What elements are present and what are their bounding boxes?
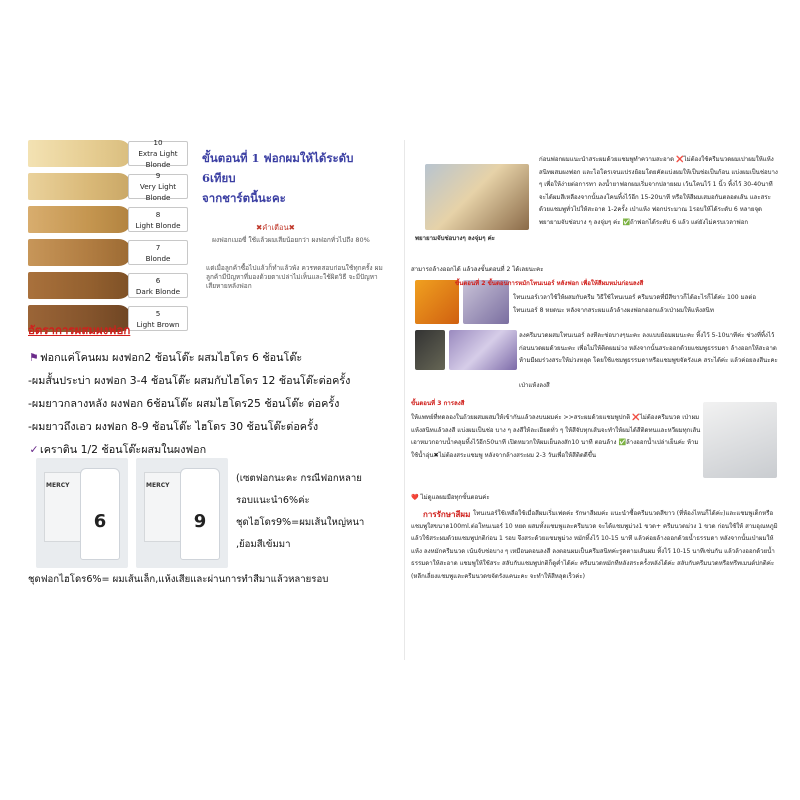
- heart-line: ❤️ ไม่ดูแลผมมือทุกขั้นตอนค่ะ: [411, 494, 490, 501]
- swatch-name: Dark Blonde: [135, 286, 181, 296]
- swatch-name: Very Light Blonde: [139, 182, 177, 202]
- swatch-label: [128, 240, 188, 265]
- right-paragraph-4: ให้แพทย์ที่ทดลองในถ้วยผสมผสมให้เข้ากันแล้วลงบนผมค่ะ >>สระผมด้วยแชมพูปกติ ❌ไม่ต้องครีมนวด เป่าผมแห้งสนิทแล้วลงสี แบ่งผมเป็นช่อ บาง ๆ ลงสีให้ละเอียดทั่ว ๆ ให้สีจับทุกเส้นจะทำให้ผมได้สีติดทนและหวีผมทุกเส้น เอาหมวกอาบน้ำคลุมทิ้งไว้อีก50นาที เปิดหมวกให้ผมเย็นลงสัก10 นาที ตอนล้าง ✅ล้างออกน้ำเปล่าเย็นค่ะ ห้ามใช้น้ำอุ่น✖ไม่ต้องสระแชมพู หลังจากล้างสระผม 2-3 วันเพื่อให้สีติดดีขึ้น: [411, 414, 701, 459]
- developer-note: [236, 468, 386, 556]
- bottle-number: 9: [193, 511, 207, 532]
- developer-note-last: ชุดฟอกไฮโดร6%= ผมเส้นเล็ก,แห้งเสียและผ่านการทำสีมาแล้วหลายรอบ: [28, 574, 329, 585]
- hair-color-chart: [28, 140, 188, 338]
- list-item: [28, 369, 388, 392]
- swatch-label: [128, 306, 188, 331]
- swatch-level: 10: [153, 140, 163, 147]
- right-paragraph-3-end: เป่าแห้งลงสี: [519, 382, 550, 389]
- swatch-name: Blonde: [145, 253, 171, 263]
- swatch-level: 6: [155, 275, 161, 285]
- mix-line-text: -ผมยาวถึงเอว ผงฟอก 8-9 ช้อนโต๊ะ ไฮโดร 30 ช้อนโต๊ะต่อครั้ง: [28, 420, 319, 433]
- right-paragraph-3: ลงครีมนวดผสมโทนเนอร์ ลงทีละช่อบางๆนะคะ ลงแบบย้อมผมนะคะ ทิ้งไว้ 5-10นาทีค่ะ ช่วงที่ทิ้งไว้ก่อนนวดผมด้วยนะคะ เพื่อไม่ให้ติดผมม่วง หลังจากนั้นสระออกด้วยแชมพูธรรมดา ล้างออกให้สะอาด ห้ามมีผมร่วงสระให้ม่วงหลุด โดยใช้แชมพูธรรมดาหรือแชมพูขจัดรังแค สระได้ค่ะ แล้วค่อยลงสีนะคะ: [519, 332, 778, 365]
- left-page: [28, 140, 388, 610]
- step2-title: ขั้นตอนที่ 2 ขั้นตอนการหมักโทนเนอร์ หลังฟอก เพื่อให้สีผมหม่นก่อนลงสี: [455, 280, 644, 287]
- mix-line-text: -ผมสั้นประบ่า ผงฟอก 3-4 ช้อนโต๊ะ ผสมกับไฮโดร 12 ช้อนโต๊ะต่อครั้ง: [28, 374, 351, 387]
- swatch-level: 7: [155, 242, 161, 252]
- hair-swatch: [28, 272, 132, 299]
- developer-note-line: (เซตฟอกนะคะ กรณีฟอกหลาย: [236, 473, 362, 484]
- step1-line1: ขั้นตอนที่ 1 ฟอกผมให้ได้ระดับ 6เทียบ: [202, 151, 354, 185]
- mix-line-text: เคราติน 1/2 ช้อนโต๊ะผสมในผงฟอก: [40, 443, 207, 456]
- swatch-label: [128, 171, 188, 202]
- product-photo: [36, 458, 128, 568]
- mix-ratio-list: [28, 346, 388, 461]
- warning-text: ผงฟอกเมอซี่ ใช้แล้วผมเสียน้อยกว่า ผงฟอกทั่วไปถึง 80%: [212, 236, 370, 244]
- list-item: [28, 346, 388, 369]
- developer-bottle-image: [80, 468, 120, 560]
- warning-text-2: แต่เมื่อลูกค้าซื้อไปแล้วก็ทำแล้วพัง ควรทดสอบก่อนใช้ทุกครั้ง ผมลูกค้ามีปัญหาที่มองด้วยตาเปล่าไม่เห็นและใช้ผิดวิธี จะมีปัญหาเสียหายหลังฟอก: [206, 264, 383, 290]
- swatch-level: 9: [155, 171, 161, 180]
- swatch-row: [28, 272, 188, 299]
- swatch-label: [128, 140, 188, 169]
- swatch-row: [28, 239, 188, 266]
- product-photos: [36, 458, 230, 568]
- toner-hair-photo: [449, 330, 517, 370]
- swatch-row: [28, 140, 188, 167]
- bleaching-photo: [425, 164, 529, 230]
- toner-photo: [415, 280, 459, 324]
- step1-line2: จากชาร์ตนี้นะคะ: [202, 191, 286, 205]
- brand-label: MERCY: [46, 482, 70, 489]
- hair-swatch: [28, 206, 132, 233]
- bottle-number: 6: [93, 511, 107, 532]
- check-icon: ✓: [29, 443, 39, 456]
- swatch-level: 5: [155, 308, 161, 318]
- step1-title: [202, 148, 388, 208]
- developer-note-line: ชุดไฮโดร9%=ผมเส้นใหญ่หนา: [236, 517, 365, 528]
- swatch-label: [128, 207, 188, 232]
- muzzi-color-logo: [415, 330, 445, 370]
- list-item: [28, 392, 388, 415]
- hair-swatch: [28, 140, 132, 167]
- warning-title: ✖คำเตือน✖: [256, 223, 295, 232]
- swatch-name: Light Blonde: [135, 220, 181, 230]
- product-photo: [136, 458, 228, 568]
- right-paragraph-1: ก่อนฟอกผมแนะนำสระผมด้วยแชมพูทำความสะอาด ❌ไม่ต้องใช้ครีมนวดผมเปาผมให้แห้งสนิทผสมผงฟอก และไฮโดรเจนแปรงย้อมโดยคัดแบ่งผมให้เป็นช่อเป็นก้อน แบ่งผมเป็นช่อบาง ๆ เพื่อให้ง่ายต่อการทา ลงน้ำยาฟอกผมเริ่มจากปลายผม เว้นโคนไว้ 1 นิ้ว ทิ้งไว้ 30-40นาที จะได้ผมสีเหลืองจากนั้นลงโคนทิ้งไว้อีก 15-20นาที หรือให้สีผมเสมอกันตลอดเส้น และสระด้วยแชมพูทั่วไปให้สะอาด 1-2ครั้ง เป่าแห้ง ฟอกประมาณ 1รอบให้ได้ระดับ 6 หลายจุดพยายามจับช่อบาง ๆ ลงจุ่มๆ ค่ะ ✅ถ้าฟอกได้ระดับ 6 แล้ว แต่ยังไม่ครบเวลาฟอก: [539, 156, 778, 226]
- color-product-photo: [703, 402, 777, 478]
- swatch-level: 8: [155, 209, 161, 219]
- right-paragraph-5: โทนเนอร์ใช้เหลือใช้เมื่อสีผมเริ่มเฟดค่ะ รักษาสีผมค่ะ แนะนำซื้อครีมนวดสีขาว (ที่ห้องไหนก็ได้ค่ะ)และแชมพูเด็กหรือแชมพูใสขนาด100ml.ต่อโทนเนอร์ 10 หยด ผสมทั้งแชมพูและครีมนวด จะได้แชมพูม่วง1 ขวด+ ครีมนวดม่วง 1 ขวด ก่อนใช้ให้ สามอุณหภูมิ แล้วใช้สระผมด้วยแชมพูปกติก่อน 1 รอบ จึงสระด้วยแชมพูม่วง หมักทิ้งไว้ 10-15 นาที แล้วค่อยล้างออกด้วยน้ำธรรมดา หลังจากนั้นเป่าผมให้แห้ง ลงหมักครีมนวด เน้นจับช่อบาง ๆ เหมือนตอนลงสี ลงตอนผมเป็นครีมสนิทค่ะรูดตามเส้นผม ทิ้งไว้ 10-15 นาทีเช่นกัน แล้วล้างออกด้วยน้ำธรรมดาให้สะอาด แชมพูให้ใช้สระ สลับกับแชมพูปกติก็ดูค่ำได้ค่ะ ครีมนวดหมักทีหลังสระครั้งหลังได้ค่ะ สลับกับครีมนวดหรือทรีทเมนต์ปกติค่ะ (หลีกเลี่ยงแชมพูและครีมนวดขจัดรังแคนะคะ จะทำให้สีหลุดเร็วค่ะ): [411, 510, 778, 580]
- mix-ratio-title: อัตราการผสมผงฟอก: [28, 323, 131, 337]
- right-paragraph-1-end: สามารถล้างออกได้ แล้วลงขั้นตอนที่ 2 ได้เลยนะคะ: [411, 266, 544, 273]
- pin-icon: ⚑: [29, 351, 39, 364]
- mix-line-text: ฟอกแค่โคนผม ผงฟอก2 ช้อนโต๊ะ ผสมไฮโดร 6 ช้อนโต๊ะ: [40, 351, 303, 364]
- step3-title: ขั้นตอนที่ 3 การลงสี: [411, 400, 465, 407]
- swatch-name: Light Brown: [136, 319, 180, 329]
- swatch-row: [28, 173, 188, 200]
- right-paragraph-2: โทนเนอร์เวลาใช้ให้ผสมกับครีม วิธีใช้โทนเนอร์ ครีมนวดที่มีสีขาวก็ได้อะไรก็ได้ค่ะ 100 มลต่อโทนเนอร์ 8 หยดนะ หลังจากสระผมแล้วล้างผงฟอกออกแล้วเป่าผมให้แห้งสนิท: [513, 294, 756, 314]
- developer-bottle-image: [180, 468, 220, 560]
- care-title: การรักษาสีผม: [423, 510, 471, 519]
- swatch-label: [128, 273, 188, 298]
- swatch-name: Extra Light Blonde: [138, 149, 178, 169]
- developer-note-line: ,ย้อมสีเข้มมา: [236, 539, 291, 550]
- right-page: [404, 140, 782, 660]
- hair-swatch: [28, 239, 132, 266]
- photo-caption: พยายามจับช่อบางๆ ลงจุ่มๆ ค่ะ: [415, 235, 495, 242]
- list-item: [28, 415, 388, 438]
- brand-label: MERCY: [146, 482, 170, 489]
- mix-line-text: -ผมยาวกลางหลัง ผงฟอก 6ช้อนโต๊ะ ผสมไฮโดร25 ช้อนโต๊ะ ต่อครั้ง: [28, 397, 340, 410]
- hair-swatch: [28, 173, 132, 200]
- developer-note-line: รอบแนะนำ6%ค่ะ: [236, 495, 310, 506]
- swatch-row: [28, 206, 188, 233]
